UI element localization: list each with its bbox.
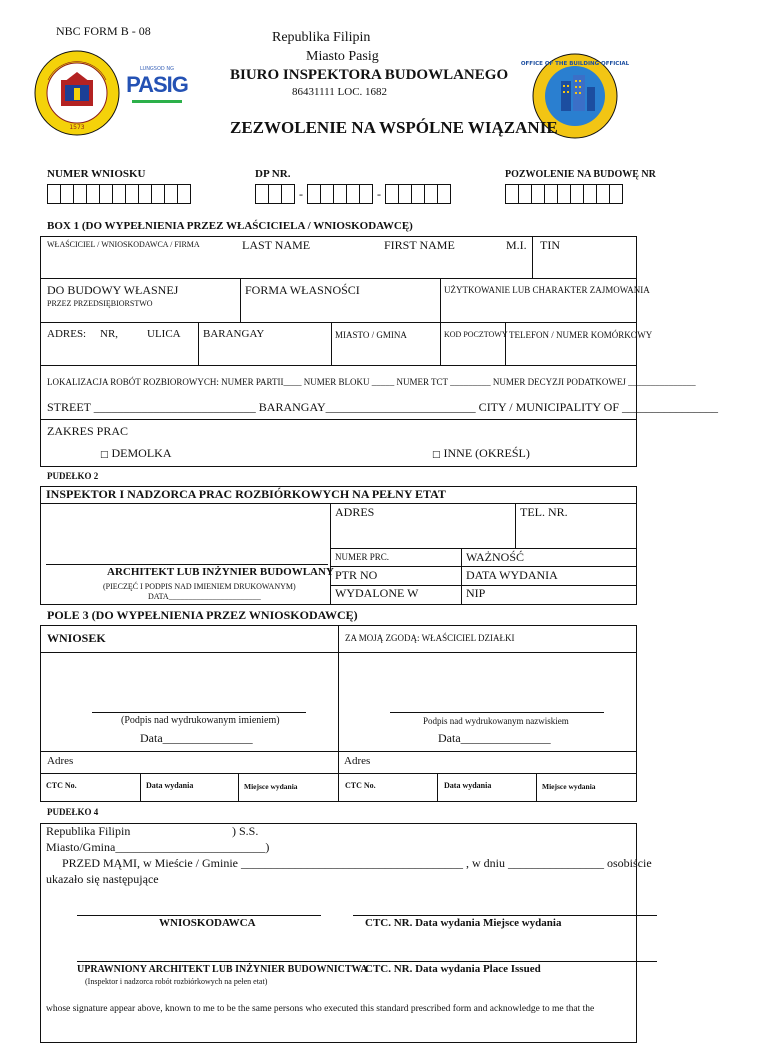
- address-street-label: ULICA: [147, 328, 181, 340]
- form-code: NBC FORM B - 08: [56, 24, 151, 38]
- header-city: Miasto Pasig: [306, 49, 379, 64]
- address-right-label: Adres: [344, 755, 371, 767]
- applicant-label: WNIOSEK: [47, 631, 106, 645]
- pasig-logo-top: LUNGSOD NG: [140, 66, 174, 72]
- address-barangay-label: BARANGAY: [203, 328, 265, 340]
- pasig-logo: [124, 66, 190, 126]
- sig-left-label: (Podpis nad wydrukowanym imieniem): [121, 715, 280, 726]
- demolition-option[interactable]: [100, 446, 172, 461]
- zip-label: KOD POCZTOWY: [444, 330, 508, 339]
- box4-city-line: Miasto/Gmina_________________________): [46, 840, 270, 854]
- place-issued-left-label: Miejsce wydania: [244, 782, 298, 791]
- dp-no-label: DP NR.: [255, 168, 291, 180]
- demolition-label: DEMOLKA: [111, 446, 172, 460]
- box2-date-line[interactable]: DATA_______________________: [148, 592, 261, 601]
- application-no-field[interactable]: [48, 184, 191, 204]
- box4-ctc-line: CTC. NR. Data wydania Miejsce wydania: [365, 917, 562, 929]
- owner-label: WŁAŚCICIEL / WNIOSKODAWCA / FIRMA: [47, 240, 200, 249]
- last-name-label: LAST NAME: [242, 238, 311, 252]
- date-issued-label: DATA WYDANIA: [466, 568, 558, 582]
- box4-ss: ) S.S.: [232, 824, 259, 838]
- first-name-label: FIRST NAME: [384, 238, 455, 252]
- box2-label: PUDEŁKO 2: [47, 471, 99, 481]
- nip-label: NIP: [466, 586, 486, 600]
- ptr-no-label: PTR NO: [335, 568, 378, 582]
- box4-architect-label: UPRAWNIONY ARCHITEKT LUB INŻYNIER BUDOWNICTWA: [77, 964, 368, 975]
- for-construction-label: DO BUDOWY WŁASNEJ: [47, 283, 179, 297]
- obo-ring-text: OFFICE OF THE BUILDING OFFICIAL: [520, 61, 630, 67]
- box2-address-label: ADRES: [335, 505, 375, 519]
- box3-title: POLE 3 (DO WYPEŁNIENIA PRZEZ WNIOSKODAWCĘ): [47, 608, 358, 622]
- place-issued-right-label: Miejsce wydania: [542, 782, 596, 791]
- address-label: ADRES:: [47, 328, 87, 340]
- seal-year: 1573: [69, 124, 85, 131]
- box2-tel-label: TEL. NR.: [520, 505, 568, 519]
- use-occupancy-label: UŻYTKOWANIE LUB CHARAKTER ZAJMOWANIA: [444, 285, 650, 295]
- address-city-label: MIASTO / GMINA: [335, 330, 407, 340]
- date-right-line[interactable]: Data_______________: [438, 731, 551, 745]
- pasig-logo-text: PASIG: [126, 72, 188, 97]
- architect-label: ARCHITEKT LUB INŻYNIER BUDOWLANY: [107, 566, 334, 578]
- other-label: INNE (OKREŚL): [443, 446, 530, 460]
- address-left-label: Adres: [47, 755, 74, 767]
- header-office: BIURO INSPEKTORA BUDOWLANEGO: [230, 67, 509, 83]
- date-issued-right-label: Data wydania: [444, 781, 492, 790]
- ctc-left-label: CTC No.: [46, 781, 77, 790]
- checkbox-icon: □: [432, 450, 441, 460]
- box4-applicant-label: WNIOSKODAWCA: [159, 917, 256, 929]
- mi-label: M.I.: [506, 238, 527, 252]
- box4-before-me: PRZED MĄMI, w Mieście / Gminie _____________________________________ , w dniu ________________ osobiście: [62, 856, 652, 870]
- ctc-right-label: CTC No.: [345, 781, 376, 790]
- street-line: STREET ___________________________ BARANGAY_________________________ CITY / MUNICIPALITY OF ________________: [47, 400, 719, 414]
- box4-label: PUDEŁKO 4: [47, 807, 99, 817]
- box4-architect-note: (Inspektor i nadzorca robót rozbiórkowych na pełen etat): [85, 977, 268, 986]
- box4-republic: Republika Filipin: [46, 824, 131, 838]
- consent-label: ZA MOJĄ ZGODĄ: WŁAŚCICIEL DZIAŁKI: [345, 633, 515, 643]
- phone-label: TELEFON / NUMER KOMÓRKOWY: [509, 330, 653, 340]
- header-phone: 86431111 LOC. 1682: [292, 86, 388, 98]
- other-option[interactable]: [432, 446, 530, 461]
- box1-title: BOX 1 (DO WYPEŁNIENIA PRZEZ WŁAŚCICIELA / WNIOSKODAWCĘ): [47, 220, 413, 232]
- box4-ctc-line2: CTC. NR. Data wydania Place Issued: [365, 963, 541, 975]
- box4-appeared: ukazało się następujące: [46, 872, 159, 886]
- box4-closing-text: whose signature appear above, known to me to be the same persons who executed this standard prescribed form and acknowledge to me that the: [46, 1004, 595, 1014]
- building-permit-no-label: POZWOLENIE NA BUDOWĘ NR: [505, 169, 656, 180]
- application-no-label: NUMER WNIOSKU: [47, 168, 146, 180]
- checkbox-icon: □: [100, 450, 109, 460]
- pasig-city-seal-icon: [34, 50, 120, 136]
- validity-label: WAŻNOŚĆ: [466, 550, 525, 564]
- prc-no-label: NUMER PRC.: [335, 552, 390, 562]
- tin-label[interactable]: TIN: [540, 238, 560, 252]
- seal-note: (PIECZĘĆ I PODPIS NAD IMIENIEM DRUKOWANYM): [103, 582, 296, 591]
- date-issued-left-label: Data wydania: [146, 781, 194, 790]
- dp-no-dash: -: [377, 187, 381, 201]
- address-no-label: NR,: [100, 328, 119, 340]
- scope-label: ZAKRES PRAC: [47, 424, 129, 438]
- location-line: LOKALIZACJA ROBÓT ROZBIOROWYCH: NUMER PARTII____ NUMER BLOKU _____ NUMER TCT _________ NUMER DECYZJI PODATKOWEJ _______________: [47, 377, 696, 387]
- dp-no-dash: -: [299, 187, 303, 201]
- header-republic: Republika Filipin: [272, 30, 371, 45]
- box2-title: INSPEKTOR I NADZORCA PRAC ROZBIÓRKOWYCH NA PEŁNY ETAT: [46, 487, 446, 501]
- building-permit-no-field[interactable]: [506, 184, 623, 204]
- sig-right-label: Podpis nad wydrukowanym nazwiskiem: [423, 716, 569, 726]
- date-left-line[interactable]: Data_______________: [140, 731, 253, 745]
- by-enterprise-label: PRZEZ PRZEDSIĘBIORSTWO: [47, 299, 153, 308]
- issued-at-label: WYDALONE W: [335, 586, 419, 600]
- dp-no-field[interactable]: [256, 184, 451, 204]
- ownership-form-label: FORMA WŁASNOŚCI: [245, 283, 360, 297]
- page-title: ZEZWOLENIE NA WSPÓLNE WIĄZANIE: [230, 118, 558, 137]
- box1: [40, 236, 637, 467]
